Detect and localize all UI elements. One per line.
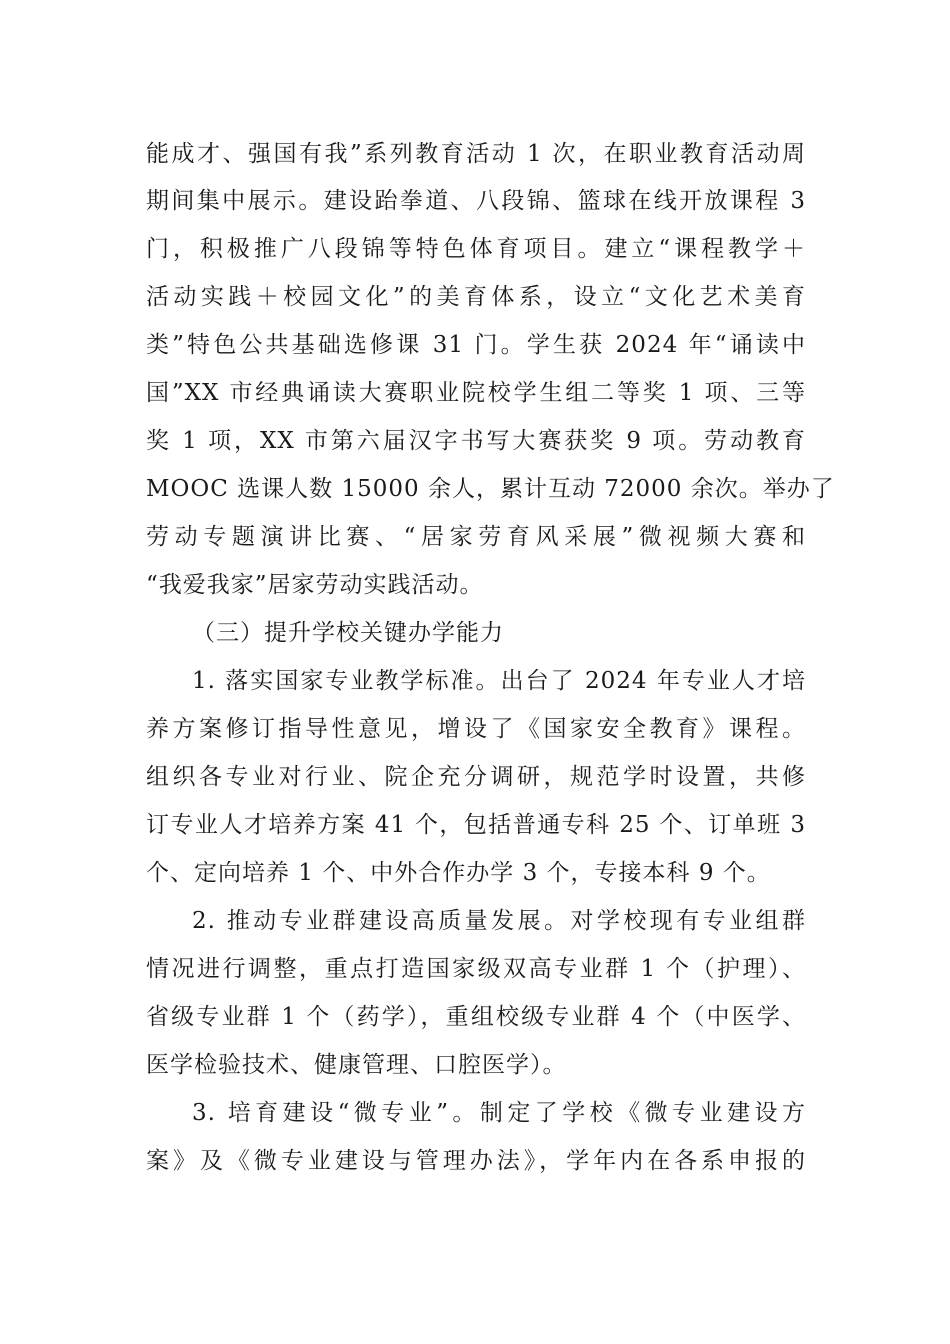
text-line: 个、定向培养 1 个、中外合作办学 3 个，专接本科 9 个。 [146, 860, 771, 886]
text-line: MOOC 选课人数 15000 余人，累计互动 72000 余次。举办了 [146, 476, 835, 502]
text-line: 劳动专题演讲比赛、“居家劳育风采展”微视频大赛和 [146, 524, 806, 550]
text-line: 活动实践＋校园文化”的美育体系，设立“文化艺术美育 [146, 284, 806, 310]
text-line: 养方案修订指导性意见，增设了《国家安全教育》课程。 [146, 716, 806, 742]
text-line: 类”特色公共基础选修课 31 门。学生获 2024 年“诵读中 [146, 332, 806, 358]
paragraph-first-line: 3. 培育建设“微专业”。制定了学校《微专业建设方 [192, 1100, 806, 1126]
paragraph-first-line: 1. 落实国家专业教学标准。出台了 2024 年专业人才培 [192, 668, 806, 694]
text-line: 能成才、强国有我”系列教育活动 1 次，在职业教育活动周 [146, 141, 806, 167]
text-line: 情况进行调整，重点打造国家级双高专业群 1 个（护理）、 [146, 956, 806, 982]
text-line: 期间集中展示。建设跆拳道、八段锦、篮球在线开放课程 3 [146, 188, 806, 214]
section-heading: （三）提升学校关键办学能力 [192, 620, 504, 646]
text-line: 医学检验技术、健康管理、口腔医学）。 [146, 1052, 567, 1078]
text-line: 门，积极推广八段锦等特色体育项目。建立“课程教学＋ [146, 236, 806, 262]
text-line: 案》及《微专业建设与管理办法》，学年内在各系申报的 [146, 1148, 806, 1174]
text-line: “我爱我家”居家劳动实践活动。 [146, 572, 484, 598]
text-line: 国”XX 市经典诵读大赛职业院校学生组二等奖 1 项、三等 [146, 380, 806, 406]
paragraph-first-line: 2. 推动专业群建设高质量发展。对学校现有专业组群 [192, 908, 806, 934]
text-line: 省级专业群 1 个（药学），重组校级专业群 4 个（中医学、 [146, 1004, 806, 1030]
text-line: 订专业人才培养方案 41 个，包括普通专科 25 个、订单班 3 [146, 812, 806, 838]
text-line: 组织各专业对行业、院企充分调研，规范学时设置，共修 [146, 764, 806, 790]
text-line: 奖 1 项，XX 市第六届汉字书写大赛获奖 9 项。劳动教育 [146, 428, 806, 454]
